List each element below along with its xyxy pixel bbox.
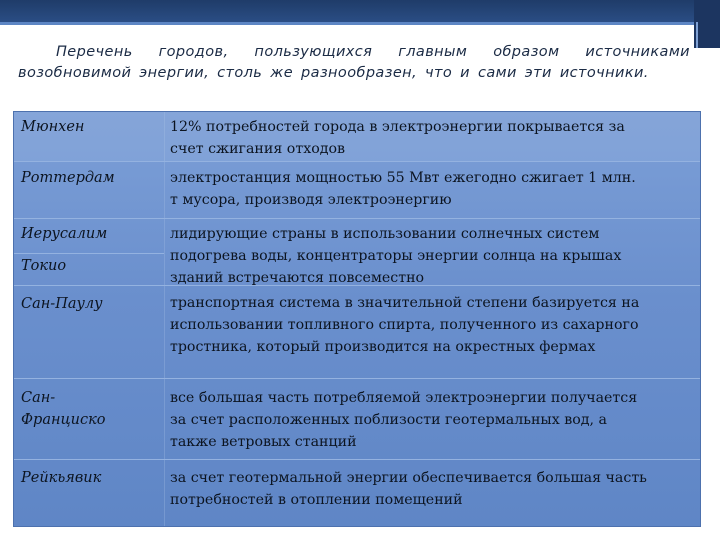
row-divider xyxy=(14,253,164,254)
description-line: за счет расположенных поблизости геотермальных вод, а xyxy=(170,412,607,428)
header-bar xyxy=(0,0,720,22)
description-line: счет сжигания отходов xyxy=(170,141,345,157)
city-name-line: Сан- xyxy=(21,390,56,406)
table-row xyxy=(14,112,700,162)
city-name-line: Франциско xyxy=(21,412,106,428)
description-line: использовании топливного спирта, полученного из сахарного xyxy=(170,317,639,333)
description-line: т мусора, производя электроэнергию xyxy=(170,192,452,208)
city-description xyxy=(170,167,694,211)
table-row xyxy=(14,286,700,379)
city-name: Сан-Паулу xyxy=(21,296,103,312)
city-name xyxy=(21,387,153,431)
city-name: Иерусалим xyxy=(21,226,108,242)
description-line: все большая часть потребляемой электроэнергии получается xyxy=(170,390,638,406)
intro-paragraph: Перечень городов, пользующихся главным образом источниками возобновимой энергии, столь же разнообразен, что и сами эти источники. xyxy=(18,44,690,81)
cities-table xyxy=(13,111,701,527)
description-line: лидирующие страны в использовании солнечных систем xyxy=(170,226,600,242)
corner-decoration xyxy=(694,0,720,48)
description-line: транспортная система в значительной степени базируется на xyxy=(170,295,640,311)
city-name: Мюнхен xyxy=(21,119,85,135)
city-name: Токио xyxy=(21,258,67,274)
table-row xyxy=(14,460,700,526)
city-description xyxy=(170,223,694,289)
description-line: электростанция мощностью 55 Мвт ежегодно сжигает 1 млн. xyxy=(170,170,636,186)
description-line: зданий встречаются повсеместно xyxy=(170,270,425,286)
city-name: Роттердам xyxy=(21,170,115,186)
description-line: подогрева воды, концентраторы энергии солнца на крышах xyxy=(170,248,622,264)
description-line: также ветровых станций xyxy=(170,434,357,450)
description-line: 12% потребностей города в электроэнергии покрывается за xyxy=(170,119,625,135)
table-row xyxy=(14,379,700,460)
city-description xyxy=(170,387,694,453)
description-line: потребностей в отоплении помещений xyxy=(170,492,463,508)
city-description xyxy=(170,116,694,160)
city-name: Рейкьявик xyxy=(21,470,102,486)
city-description xyxy=(170,467,694,511)
city-description xyxy=(170,292,694,358)
description-line: тростника, который производится на окрестных фермах xyxy=(170,339,596,355)
table-row xyxy=(14,219,700,286)
description-line: за счет геотермальной энергии обеспечивается большая часть xyxy=(170,470,647,486)
table-row xyxy=(14,162,700,219)
header-stripe xyxy=(0,22,720,25)
